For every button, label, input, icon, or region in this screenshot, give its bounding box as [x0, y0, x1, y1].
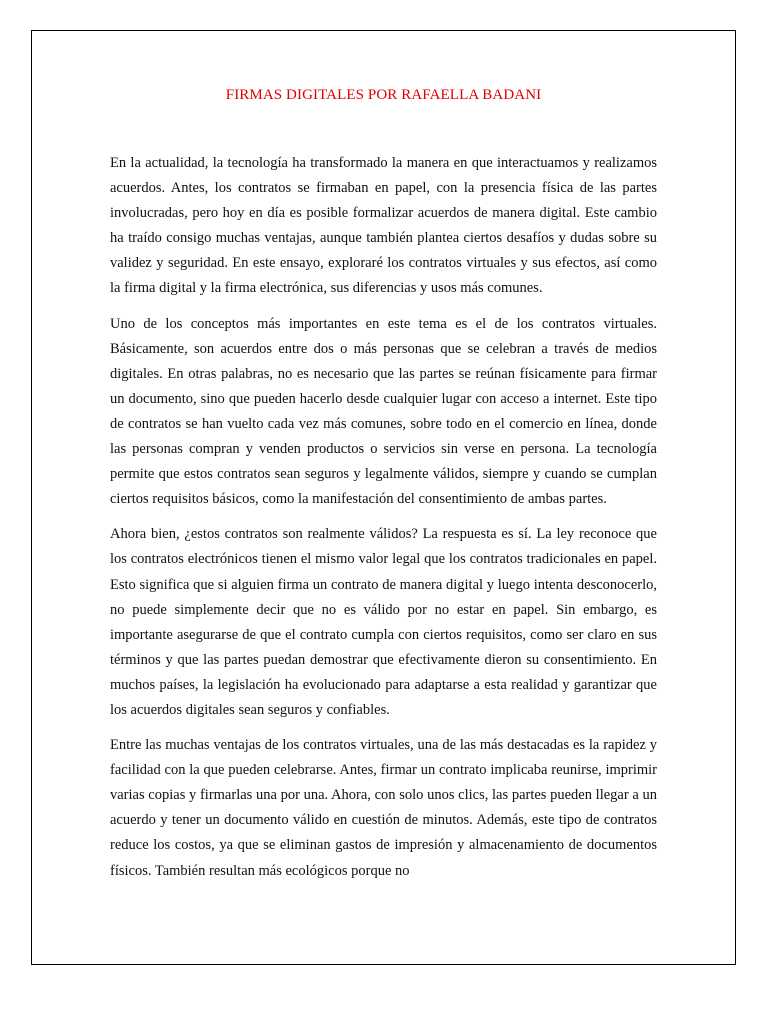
paragraph-3: Ahora bien, ¿estos contratos son realmente válidos? La respuesta es sí. La ley reconoce que los contratos electrónicos tienen el mismo valor legal que los contratos tradicionales en papel. Esto significa que si alguien firma un contrato de manera digital y luego intenta desconocerlo, no puede simplemente decir que no es válido por no estar en papel. Sin embargo, es importante asegurarse de que el contrato cumpla con ciertos requisitos, como ser claro en sus términos y que las partes puedan demostrar que efectivamente dieron su consentimiento. En muchos países, la legislación ha evolucionado para adaptarse a esta realidad y garantizar que los acuerdos digitales sean seguros y confiables. [110, 526, 657, 718]
document-title: FIRMAS DIGITALES POR RAFAELLA BADANI [225, 87, 542, 103]
paragraph-4: Entre las muchas ventajas de los contratos virtuales, una de las más destacadas es la rapidez y facilidad con la que pueden celebrarse. Antes, firmar un contrato implicaba reunirse, imprimir varias copias y firmarlas una por una. Ahora, con solo unos clics, las partes pueden llegar a un acuerdo y tener un documento válido en cuestión de minutos. Además, este tipo de contratos reduce los costos, ya que se eliminan gastos de impresión y almacenamiento de documentos físicos. También resultan más ecológicos porque no [110, 737, 657, 879]
paragraph-2: Uno de los conceptos más importantes en este tema es el de los contratos virtuales. Básicamente, son acuerdos entre dos o más personas que se celebran a través de medios digitales. En otras palabras, no es necesario que las partes se reúnan físicamente para firmar un documento, sino que pueden hacerlo desde cualquier lugar con acceso a internet. Este tipo de contratos se han vuelto cada vez más comunes, sobre todo en el comercio en línea, donde las personas compran y venden productos o servicios sin verse en persona. La tecnología permite que estos contratos sean seguros y legalmente válidos, siempre y cuando se cumplan ciertos requisitos básicos, como la manifestación del consentimiento de ambas partes. [110, 315, 657, 508]
document-body [110, 151, 657, 894]
paragraph-1: En la actualidad, la tecnología ha transformado la manera en que interactuamos y realizamos acuerdos. Antes, los contratos se firmaban en papel, con la presencia física de las partes involucradas, pero hoy en día es posible formalizar acuerdos de manera digital. Este cambio ha traído consigo muchas ventajas, aunque también plantea ciertos desafíos y dudas sobre su validez y seguridad. En este ensayo, exploraré los contratos virtuales y sus efectos, así como la firma digital y la firma electrónica, sus diferencias y usos más comunes. [110, 155, 657, 297]
page-frame [31, 30, 736, 965]
